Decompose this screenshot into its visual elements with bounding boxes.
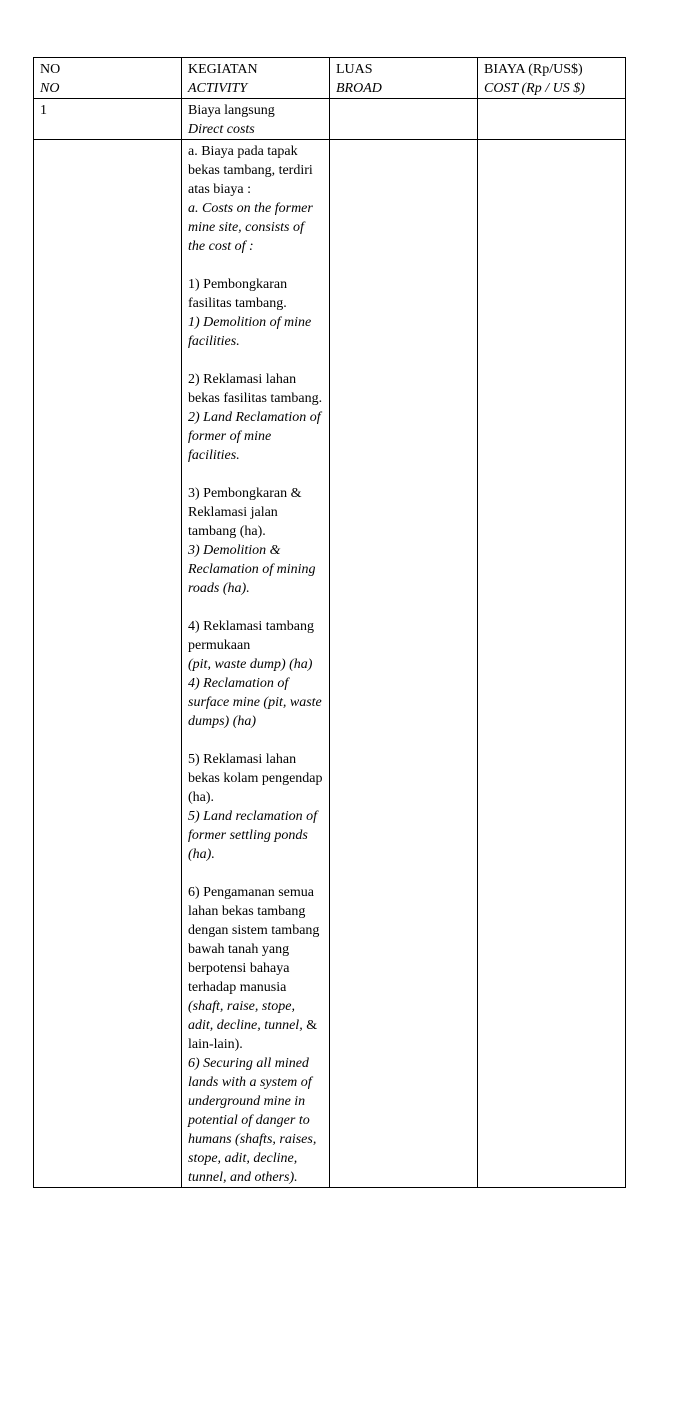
item6-en: 6) Securing all mined lands with a system of underground mine in potential of danger to humans (shafts, raises, stope, adit, decline, tunnel, and others). [188,1056,317,1185]
item2-id: 2) Reklamasi lahan bekas fasilitas tambang. [188,372,323,406]
header-cost [478,58,626,99]
item4-en: 4) Reclamation of surface mine (pit, waste dumps) (ha) [188,676,322,729]
header-no [34,58,182,99]
header-no-id: NO [40,62,61,77]
item3-id: 3) Pembongkaran & Reklamasi jalan tambang (ha). [188,486,302,539]
item5-en: 5) Land reclamation of former settling ponds (ha). [188,809,317,862]
item1-en: 1) Demolition of mine facilities. [188,315,312,349]
item6-id-italic: (shaft, raise, stope, adit, decline, tunnel, [188,999,303,1033]
item6-id: 6) Pengamanan semua lahan bekas tambang dengan sistem tambang bawah tanah yang berpotensi bahaya terhadap manusia [188,885,320,995]
cost-table [33,57,626,1188]
header-activity [182,58,330,99]
table-row [34,140,626,1188]
item2-en: 2) Land Reclamation of former of mine facilities. [188,410,321,463]
header-activity-id: KEGIATAN [188,62,258,77]
header-broad-en: BROAD [336,81,382,96]
table-header-row [34,58,626,99]
item5-id: 5) Reklamasi lahan bekas kolam pengendap (ha). [188,752,323,805]
item6-id-tail: & lain-lain). [188,1018,318,1052]
item1-id: 1) Pembongkaran fasilitas tambang. [188,277,288,311]
row1-activity-id: Biaya langsung [188,103,275,118]
item4-id: 4) Reklamasi tambang permukaan [188,619,314,653]
row1-activity-en: Direct costs [188,122,255,137]
row2-intro-en: a. Costs on the former mine site, consists of the cost of : [188,201,313,254]
row2-broad [330,140,478,1188]
row2-cost [478,140,626,1188]
header-no-en: NO [40,81,60,96]
item3-en: 3) Demolition & Reclamation of mining roads (ha). [188,543,316,596]
header-cost-id: BIAYA (Rp/US$) [484,62,583,77]
row2-intro-id: a. Biaya pada tapak bekas tambang, terdiri atas biaya : [188,144,313,197]
header-broad-id: LUAS [336,62,373,77]
header-activity-en: ACTIVITY [188,81,248,96]
item4-id-italic: (pit, waste dump) (ha) [188,657,313,672]
row2-activity [182,140,330,1188]
header-cost-en: COST (Rp / US $) [484,81,585,96]
row1-activity [182,99,330,140]
table-row [34,99,626,140]
item6-id-block [188,883,323,1054]
row1-cost [478,99,626,140]
row1-broad [330,99,478,140]
row2-no [34,140,182,1188]
row1-no: 1 [34,99,182,140]
header-broad [330,58,478,99]
